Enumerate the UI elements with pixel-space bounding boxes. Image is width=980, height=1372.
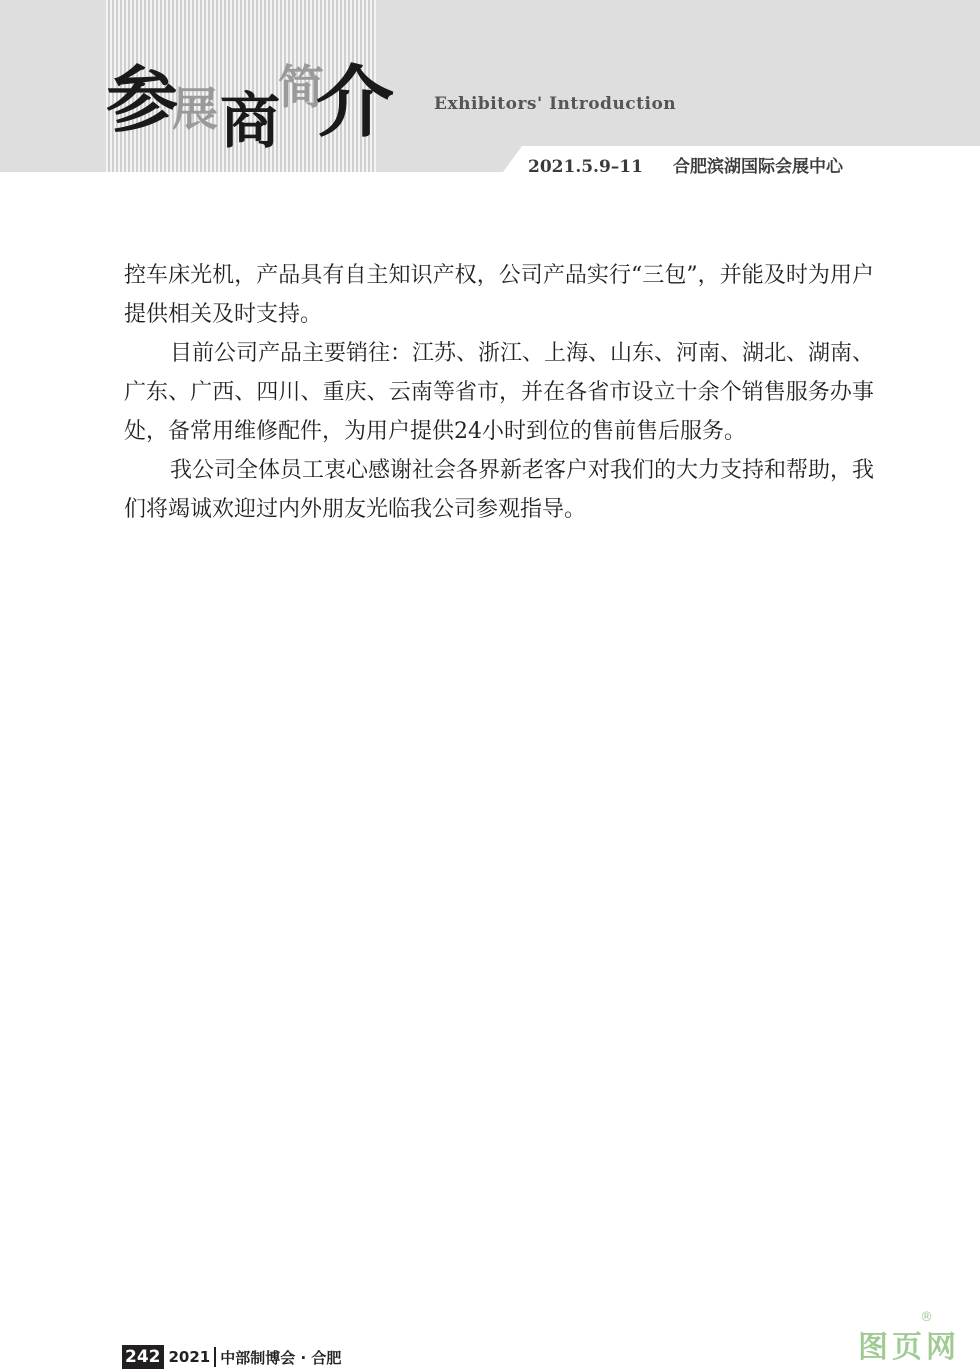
footer-year: 2021 xyxy=(168,1348,211,1366)
paragraph-1: 控车床光机，产品具有自主知识产权，公司产品实行“三包”，并能及时为用户提供相关及时支持。 xyxy=(124,263,874,327)
registered-mark: ® xyxy=(920,1310,933,1325)
article-body xyxy=(124,256,874,529)
page-footer xyxy=(122,1344,341,1370)
title-char-5: 介 xyxy=(316,57,395,148)
event-venue: 合肥滨湖国际会展中心 xyxy=(672,157,843,177)
footer-event-name: 中部制博会 · 合肥 xyxy=(220,1348,342,1367)
event-date: 2021.5.9–11 xyxy=(528,157,643,177)
title-char-2: 展 xyxy=(172,82,218,136)
event-info xyxy=(528,152,843,177)
title-char-1: 参 xyxy=(106,57,179,142)
paragraph-3: 我公司全体员工衷心感谢社会各界新老客户对我们的大力支持和帮助，我们将竭诚欢迎过内外朋友光临我公司参观指导。 xyxy=(124,458,875,522)
title-char-4: 简 xyxy=(278,60,324,114)
paragraph-2: 目前公司产品主要销往：江苏、浙江、上海、山东、河南、湖北、湖南、广东、广西、四川、重庆、云南等省市，并在各省市设立十余个销售服务办事处，备常用维修配件，为用户提供24小时到位的售前售后服务。 xyxy=(124,341,875,444)
section-subtitle: Exhibitors' Introduction xyxy=(434,94,677,114)
page-number: 242 xyxy=(122,1345,164,1369)
title-char-3: 商 xyxy=(220,87,280,157)
footer-divider xyxy=(214,1347,216,1367)
watermark-logo: 图页网 xyxy=(858,1330,960,1365)
